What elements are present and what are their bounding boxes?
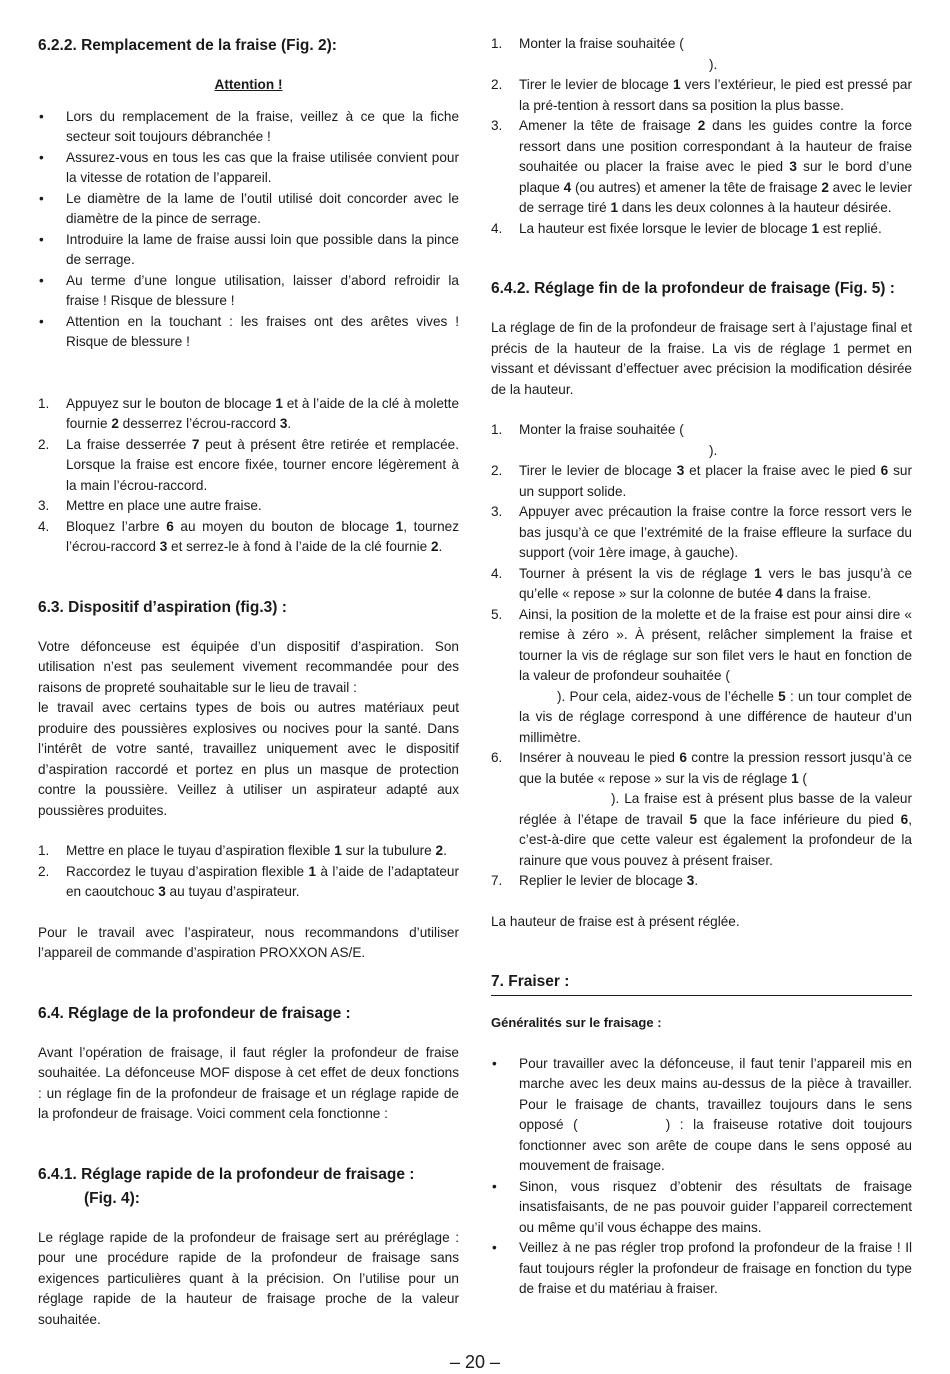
section-7-subheading: Généralités sur le fraisage :: [491, 1015, 662, 1030]
step-item: 5. Ainsi, la position de la molette et de la fraise est pour ainsi dire « remise à zéro ». À présent, relâcher simplement la fraise et tourner la vis de réglage sur son filet vers le haut en fonction de la valeur de profondeur souhaitée ( ). Pour cela, aidez-vous de l’échelle 5 : un tour complet de la vis de réglage correspond à une différence de hauteur d’un millimètre.: [491, 606, 912, 745]
step-item: 6. Insérer à nouveau le pied 6 contre la pression ressort jusqu’à ce que la butée « repose » sur la vis de réglage 1 ( ). La fraise est à présent plus basse de la valeur réglée à l’étape de travail 5 que la face inférieure du pied 6, c’est-à-dire que cette valeur est également la profondeur de la rainure que vous pouvez à présent fraiser.: [491, 750, 913, 868]
section-6-4-1-heading: 6.4.1. Réglage rapide de la profondeur de fraisage : (Fig. 4):: [38, 1165, 415, 1207]
depth-intro: Avant l’opération de fraisage, il faut régler la profondeur de fraise souhaitée. La défonceuse MOF dispose à cet effet de deux fonctions : un réglage fin de la profondeur de fraisage et un réglage rapide de la profondeur de fraisage. Voici comment cela fonctionne :: [38, 1044, 459, 1121]
quick-depth-steps: [491, 34, 912, 239]
bullet-item: • Introduire la lame de fraise aussi loin que possible dans la pince de serrage.: [39, 231, 459, 267]
right-column: [491, 34, 912, 1300]
section-6-4-2-heading: 6.4.2. Réglage fin de la profondeur de fraisage (Fig. 5) :: [491, 280, 895, 297]
bullet-item: • Pour travailler avec la défonceuse, il faut tenir l’appareil mis en marche avec les deux mains au-dessus de la pièce à travailler. Pour le fraisage de chants, travaillez toujours dans le sens opposé ( ) : la fraiseuse rotative doit toujours fonctionner avec son arête de coupe dans le sens opposé au mouvement de fraisage.: [492, 1055, 913, 1173]
attention-label: Attention !: [214, 77, 283, 92]
bullet-item: • Assurez-vous en tous les cas que la fraise utilisée convient pour la vitesse de rotation de l’appareil.: [39, 149, 459, 185]
step-item: 3. Mettre en place une autre fraise.: [38, 498, 262, 513]
bullet-item: • Veillez à ne pas régler trop profond la profondeur de la fraise ! Il faut toujours régler la profondeur de fraisage en fonction du type de fraise et du matériau à fraiser.: [492, 1240, 912, 1296]
step-item: 2. La fraise desserrée 7 peut à présent être retirée et remplacée. Lorsque la fraise est encore fixée, tourner encore légèrement à la main l’écrou-raccord.: [38, 436, 459, 493]
bullet-item: • Lors du remplacement de la fraise, veillez à ce que la fiche secteur soit toujours débranchée !: [39, 108, 459, 144]
step-item: 1. Appuyez sur le bouton de blocage 1 et à l’aide de la clé à molette fournie 2 desserrez l’écrou-raccord 3.: [38, 395, 459, 431]
fine-depth-closing: La hauteur de fraise est à présent réglée.: [491, 913, 740, 929]
bullet-item: • Le diamètre de la lame de l’outil utilisé doit concorder avec le diamètre de la pince de serrage.: [39, 190, 459, 226]
aspiration-steps: [38, 841, 459, 903]
section-7-heading: 7. Fraiser :: [491, 970, 912, 996]
milling-bullet-list: [491, 1054, 912, 1300]
section-6-2-2-heading: 6.2.2. Remplacement de la fraise (Fig. 2):: [38, 37, 337, 54]
bullet-item: • Au terme d’une longue utilisation, laisser d’abord refroidir la fraise ! Risque de blessure !: [39, 272, 459, 308]
section-6-3-heading: 6.3. Dispositif d’aspiration (fig.3) :: [38, 598, 287, 616]
step-item: 2. Tirer le levier de blocage 3 et placer la fraise avec le pied 6 sur un support solide.: [491, 463, 912, 499]
step-item: 1. Monter la fraise souhaitée ( ).: [491, 36, 718, 72]
fraise-replacement-steps: [38, 394, 459, 558]
aspiration-intro: Votre défonceuse est équipée d’un dispositif d’aspiration. Son utilisation n’est pas seulement vivement recommandée pour des raisons de propreté souhaitable sur le lieu de travail :: [38, 638, 459, 695]
step-item: 2. Raccordez le tuyau d’aspiration flexible 1 à l’aide de l’adaptateur en caoutchouc 3 au tuyau d’aspirateur.: [38, 863, 460, 899]
step-item: 2. Tirer le levier de blocage 1 vers l’extérieur, le pied est pressé par la pré-tention à ressort dans sa position la plus basse.: [491, 77, 913, 113]
step-item: 4. Bloquez l’arbre 6 au moyen du bouton de blocage 1, tournez l’écrou-raccord 3 et serrez-le à fond à l’aide de la clé fournie 2.: [38, 518, 460, 554]
quick-depth-para: Le réglage rapide de la profondeur de fraisage sert au préréglage : pour une procédure rapide de la profondeur de fraisage sans exigences particulières quant à la précision. On l’utilise pour un réglage rapide de la hauteur de fraisage proche de la valeur souhaitée.: [38, 1229, 459, 1327]
fine-depth-para: La réglage de fin de la profondeur de fraisage sert à l’ajustage final et précis de la hauteur de la fraise. La vis de réglage 1 permet en vissant et dévissant d’effectuer avec précision la modification désirée de la hauteur.: [491, 320, 912, 397]
step-item: 7. Replier le levier de blocage 3.: [491, 873, 699, 888]
fine-depth-steps: [491, 420, 912, 892]
section-6-4-heading: 6.4. Réglage de la profondeur de fraisage :: [38, 1004, 351, 1022]
aspiration-recommendation: Pour le travail avec l’aspirateur, nous recommandons d’utiliser l’appareil de commande d’aspiration PROXXON AS/E.: [38, 924, 459, 960]
attention-label-wrap: [38, 75, 459, 96]
step-item: 3. Amener la tête de fraisage 2 dans les guides contre la force ressort dans une position correspondant à la hauteur de fraise souhaitée ou placer la fraise avec le pied 3 sur le bord d’une plaque 4 (ou autres) et amener la tête de fraisage 2 avec le levier de serrage tiré 1 dans les deux colonnes à la hauteur désirée.: [491, 118, 913, 215]
step-item: 1. Monter la fraise souhaitée ( ).: [491, 422, 718, 458]
step-item: 4. La hauteur est fixée lorsque le levier de blocage 1 est replié.: [491, 220, 882, 236]
left-column: [38, 34, 459, 1330]
bullet-item: • Sinon, vous risquez d’obtenir des résultats de fraisage insatisfaisants, de ne pas pouvoir guider l’appareil correctement ou même qu’il vous échappe des mains.: [492, 1178, 912, 1235]
aspiration-warning: le travail avec certains types de bois ou autres matériaux peut produire des poussières explosives ou nocives pour la santé. Dans l’intérêt de votre santé, travaillez uniquement avec le dispositif d’aspiration raccordé et portez en plus un masque de protection contre la poussière. Veillez à utiliser un aspirateur adapté aux poussières produites.: [38, 700, 459, 818]
safety-bullet-list: [38, 107, 459, 353]
step-item: 4. Tourner à présent la vis de réglage 1 vers le bas jusqu’à ce qu’elle « repose » sur la colonne de butée 4 dans la fraise.: [491, 565, 912, 601]
step-item: 1. Mettre en place le tuyau d’aspiration flexible 1 sur la tubulure 2.: [38, 843, 447, 858]
step-item: 3. Appuyer avec précaution la fraise contre la force ressort vers le bas jusqu’à ce que l’extrémité de la fraise effleure la surface du support (voir 1ère image, à gauche).: [491, 504, 912, 560]
page-number: – 20 –: [449, 1352, 501, 1372]
bullet-item: • Attention en la touchant : les fraises ont des arêtes vives ! Risque de blessure !: [39, 313, 459, 349]
